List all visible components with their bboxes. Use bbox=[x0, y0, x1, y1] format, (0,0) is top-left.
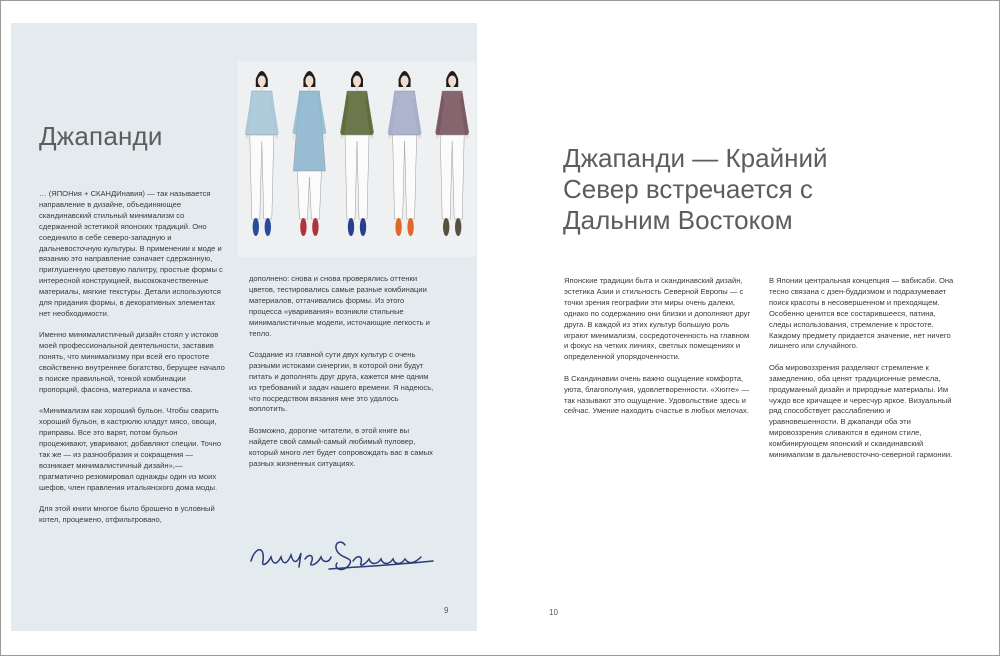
fashion-figure bbox=[435, 71, 469, 236]
paragraph: Именно минималистичный дизайн стоял у истоков моей профессиональной деятельности, заставив понять, что минимализму при всей его простоте свойственно внутреннее богатство, берущее начало в поиске правильной, тонкой комбинации пропорций, фасона, материала и качества. bbox=[39, 330, 225, 394]
fashion-figure bbox=[292, 71, 326, 236]
fashion-figure bbox=[245, 71, 279, 236]
paragraph: В Скандинавии очень важно ощущение комфорта, уюта, благополучия, удовлетворенности. «Хюгге» — так называют это ощущение. Удовольствие здесь и сейчас. Умение находить счастье в любых мелочах. bbox=[564, 373, 749, 416]
paragraph: Создание из главной сути двух культур с очень разными истоками синергии, в которой они будут питать и дополнять друг друга, кажется мне одним из требований и задач нашего времени. Я надеюсь, что посредством вязания мне это удалось воплотить. bbox=[249, 349, 434, 414]
paragraph: Возможно, дорогие читатели, в этой книге вы найдете свой самый-самый любимый пуловер, который много лет будет сопровождать вас в самых разных жизненных ситуациях. bbox=[249, 425, 433, 468]
page-title: Джапанди bbox=[39, 121, 163, 151]
paragraph: Японские традиции быта и скандинавский дизайн, эстетика Азии и стильность Северной Европы — с точки зрения географии эти миры очень далеки, однако по содержанию они близки и дополняют друг друга. В каждой из этих культур большую роль играют минимализм, сосредоточенность на главном и фокус на четких линиях, светлых помещениях и определенной упорядоченности. bbox=[564, 276, 751, 362]
page-number: 10 bbox=[549, 608, 558, 617]
paragraph: «Минимализм как хороший бульон. Чтобы сварить хороший бульон, в кастрюлю кладут мясо, овощи, приправы. Все это варят, потом бульон процеживают, уваривают, добавляют специи. Точно так же — из разнообразия и сокращения — возникает минималистичный дизайн»,— прагматично резюмировал однажды один из моих шефов, член правления итальянского дома моды. bbox=[39, 406, 222, 492]
paragraph: Оба мировоззрения разделяют стремление к замедлению, оба ценят традиционные ремесла, продуманный дизайн и природные материалы. Им чуждо все кричащее и чересчур яркое. Визуальный ряд способствует расслаблению и уравновешенности. В джапанди оба эти мировоззрения сливаются в едином стиле, комбинирующем японский и скандинавский минимализм в дальневосточно-северной гармонии. bbox=[769, 362, 953, 460]
fashion-figure bbox=[388, 71, 422, 236]
page-title: Джапанди — Крайний Север встречается с Дальним Востоком bbox=[563, 143, 828, 235]
right-column-1 bbox=[564, 276, 754, 428]
left-column-2 bbox=[249, 274, 435, 480]
left-column-1 bbox=[39, 189, 225, 536]
paragraph: дополнено: снова и снова проверялись оттенки цветов, тестировались самые разные комбинации материалов, оттачивались формы. Из этого процесса «уваривания» возникли стильные минималистичные модели, источающие легкость и тепло. bbox=[249, 274, 430, 338]
page-number: 9 bbox=[444, 606, 449, 615]
right-column-2 bbox=[769, 276, 959, 472]
fashion-illustration bbox=[238, 61, 476, 257]
paragraph: … (ЯПОНия + СКАНДИнавия) — так называется направление в дизайне, объединяющее скандинавский стильный минимализм со сдержанной эстетикой японских традиций. Оно соединило в себе северо-западную и дальневосточную культуры. В применении к моде и вязанию это направление означает сдержанную, приглушенную цветовую палитру, простые формы с интересной конструкцией, высококачественные материалы, мягкие текстуры. Детали используются для придания формы, в декоративных элементах нет необходимости. bbox=[39, 189, 223, 318]
paragraph: Для этой книги многое было брошено в условный котел, процежено, отфильтровано, bbox=[39, 504, 215, 524]
fashion-figure bbox=[340, 71, 374, 236]
paragraph: В Японии центральная концепция — вабисаби. Она тесно связана с дзен-буддизмом и подразумевает поиск красоты в несовершенном и преходящем. Особенно ценится все состарившееся, патина, следы использования, стремление к простоте. Каждому предмету придается значение, нет ничего лишнего или случайного. bbox=[769, 276, 954, 351]
author-signature bbox=[245, 531, 441, 579]
